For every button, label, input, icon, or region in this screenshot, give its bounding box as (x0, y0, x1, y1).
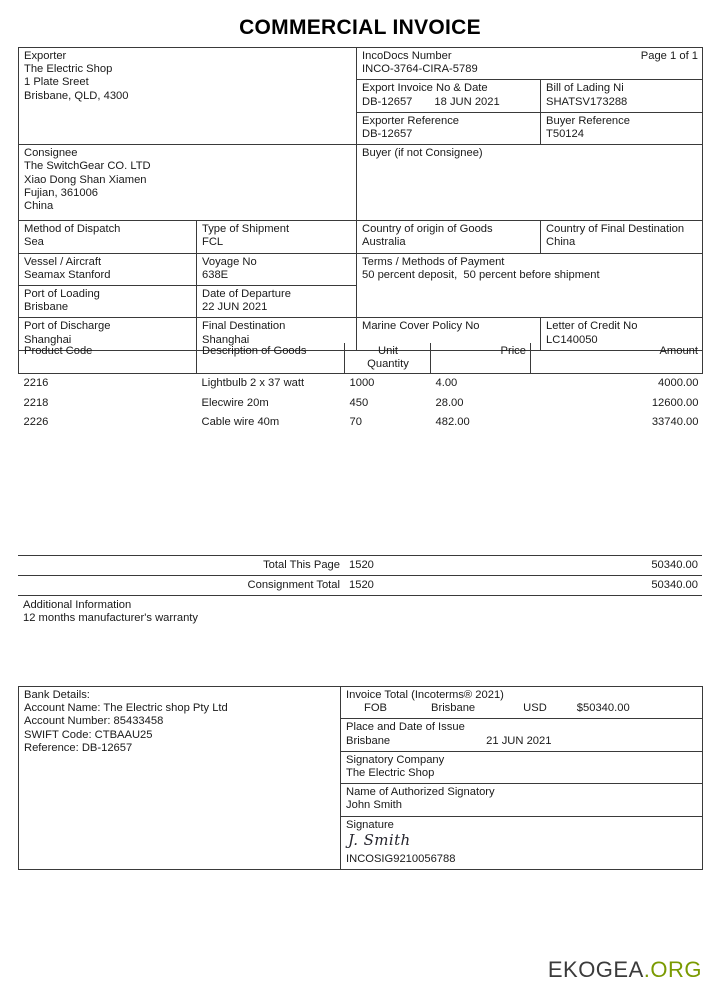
cell-description: Lightbulb 2 x 37 watt (201, 377, 305, 390)
type-of-shipment-label: Type of Shipment (202, 223, 290, 236)
method-of-dispatch-cell (19, 221, 197, 253)
type-of-shipment-cell (197, 221, 357, 253)
country-of-origin-label: Country of origin of Goods (362, 223, 493, 236)
date-of-departure-label: Date of Departure (202, 288, 291, 301)
exporter-reference-value: DB-12657 (362, 128, 413, 141)
cell-amount: 33740.00 (651, 415, 699, 428)
cell-unit-quantity: 450 (349, 396, 369, 409)
bank-account-name: Account Name: The Electric shop Pty Ltd (24, 702, 228, 715)
bank-details-label: Bank Details: (24, 689, 90, 701)
consignee-line-2: Xiao Dong Shan Xiamen (24, 173, 147, 186)
signatory-company-cell (341, 751, 703, 783)
invoice-total-currency: USD (523, 702, 547, 715)
voyage-no-value: 638E (202, 268, 229, 281)
cell-product-code: 2218 (23, 396, 49, 409)
column-header-product-code: Product Code (19, 343, 197, 374)
signature-cell (341, 816, 703, 870)
exporter-line-1: The Electric Shop (24, 63, 113, 76)
column-header-amount: Amount (531, 343, 703, 374)
bank-account-number: Account Number: 85433458 (24, 715, 164, 728)
cell-unit-quantity: 1000 (349, 377, 375, 390)
ekogea-logo (548, 957, 702, 983)
buyer-reference-value: T50124 (546, 128, 584, 141)
table-row (19, 687, 703, 719)
export-invoice-label: Export Invoice No & Date (362, 82, 488, 95)
type-of-shipment-value: FCL (202, 236, 224, 249)
cell-description: Elecwire 20m (201, 396, 269, 409)
buyer-reference-label: Buyer Reference (546, 114, 630, 127)
date-of-departure-value: 22 JUN 2021 (202, 301, 268, 314)
letter-of-credit-value: LC140050 (546, 333, 598, 346)
port-of-loading-value: Brisbane (24, 301, 69, 314)
page-indicator: Page 1 of 1 (640, 50, 699, 62)
vessel-aircraft-cell (19, 253, 197, 285)
footer-table (18, 686, 703, 870)
additional-information-table (18, 597, 702, 628)
invoice-total-amount: $50340.00 (576, 702, 630, 715)
authorized-signatory-label: Name of Authorized Signatory (346, 786, 495, 799)
bank-reference: Reference: DB-12657 (24, 741, 133, 754)
terms-of-payment-cell (357, 253, 703, 318)
consignment-total-quantity: 1520 (344, 576, 430, 596)
terms-of-payment-label: Terms / Methods of Payment (362, 255, 505, 268)
incodocs-number-label: IncoDocs Number (362, 50, 452, 62)
signatory-company-label: Signatory Company (346, 753, 445, 766)
invoice-total-values (346, 702, 698, 715)
logo-primary-text: EKOGEA (547, 957, 644, 982)
exporter-line-3: Brisbane, QLD, 4300 (24, 89, 129, 102)
table-row (19, 374, 703, 394)
bill-of-lading-value: SHATSV173288 (546, 95, 628, 108)
signature-label: Signature (346, 818, 394, 831)
country-of-final-destination-label: Country of Final Destination (546, 223, 685, 236)
table-row (19, 394, 703, 413)
place-and-date-of-issue-value: Brisbane 21 JUN 2021 (346, 734, 552, 747)
exporter-reference-cell (357, 112, 541, 144)
items-header-row (19, 343, 703, 374)
total-this-page-row (18, 556, 702, 576)
voyage-no-cell (197, 253, 357, 285)
cell-description: Cable wire 40m (201, 415, 280, 428)
bank-swift-code: SWIFT Code: CTBAAU25 (24, 728, 153, 741)
table-row (19, 48, 703, 80)
header-details-table (18, 47, 703, 351)
cell-amount: 12600.00 (651, 396, 699, 409)
cell-product-code: 2226 (23, 415, 49, 428)
port-of-discharge-label: Port of Discharge (24, 320, 111, 333)
column-header-unit-quantity: Unit Quantity (345, 343, 431, 374)
country-of-origin-value: Australia (362, 236, 406, 249)
date-of-departure-cell (197, 286, 357, 318)
method-of-dispatch-label: Method of Dispatch (24, 223, 121, 236)
final-destination-label: Final Destination (202, 320, 286, 333)
country-of-origin-cell (357, 221, 541, 253)
exporter-cell (19, 48, 357, 145)
signatory-company-value: The Electric Shop (346, 767, 435, 780)
marine-cover-policy-label: Marine Cover Policy No (362, 320, 480, 333)
total-this-page-label: Total This Page (196, 556, 344, 576)
invoice-total-place: Brisbane (431, 702, 476, 715)
items-empty-space (19, 432, 703, 544)
invoice-total-incoterm: FOB (364, 702, 387, 715)
place-and-date-of-issue-label: Place and Date of Issue (346, 721, 465, 734)
buyer-label: Buyer (if not Consignee) (362, 147, 483, 160)
method-of-dispatch-value: Sea (24, 236, 44, 249)
terms-of-payment-value: 50 percent deposit, 50 percent before shipment (362, 268, 600, 281)
bill-of-lading-cell (541, 80, 703, 112)
port-of-discharge-value: Shanghai (24, 333, 72, 346)
voyage-no-label: Voyage No (202, 255, 257, 268)
consignment-total-row (18, 576, 702, 596)
table-row (19, 413, 703, 432)
buyer-cell (357, 145, 703, 221)
export-invoice-value: DB-12657 18 JUN 2021 (362, 95, 500, 108)
page-title: COMMERCIAL INVOICE (239, 16, 481, 39)
column-header-description: Description of Goods (197, 343, 345, 374)
consignee-line-4: China (24, 200, 54, 213)
column-header-price: Price (431, 343, 531, 374)
vessel-aircraft-value: Seamax Stanford (24, 268, 111, 281)
bill-of-lading-label: Bill of Lading Ni (546, 82, 624, 95)
consignee-label: Consignee (24, 147, 78, 160)
table-row (19, 253, 703, 285)
cell-unit-quantity: 70 (349, 415, 362, 428)
place-and-date-of-issue-cell (341, 719, 703, 751)
incodocs-number-cell (357, 48, 703, 80)
total-this-page-amount: 50340.00 (530, 556, 702, 576)
country-of-final-destination-value: China (546, 236, 576, 249)
table-row (19, 221, 703, 253)
totals-table (18, 555, 702, 596)
export-invoice-cell (357, 80, 541, 112)
invoice-total-label: Invoice Total (Incoterms® 2021) (346, 689, 504, 701)
consignment-total-amount: 50340.00 (530, 576, 702, 596)
additional-information-label: Additional Information (23, 599, 132, 611)
table-row (18, 597, 702, 628)
consignee-line-1: The SwitchGear CO. LTD (24, 160, 151, 173)
exporter-line-2: 1 Plate Sreet (24, 76, 89, 89)
bank-details-cell (19, 687, 341, 870)
consignee-line-3: Fujian, 361006 (24, 186, 99, 199)
line-items-table (18, 343, 703, 544)
invoice-total-cell (341, 687, 703, 719)
logo-accent-text: .ORG (643, 957, 702, 982)
signature-mark: J. Smith (348, 830, 411, 849)
authorized-signatory-cell (341, 784, 703, 816)
consignee-cell (19, 145, 357, 221)
table-row (19, 145, 703, 221)
cell-price: 482.00 (435, 415, 470, 428)
buyer-reference-cell (541, 112, 703, 144)
consignment-total-label: Consignment Total (196, 576, 344, 596)
vessel-aircraft-label: Vessel / Aircraft (24, 255, 102, 268)
cell-product-code: 2216 (23, 377, 49, 390)
port-of-loading-label: Port of Loading (24, 288, 100, 301)
final-destination-value: Shanghai (202, 333, 250, 346)
exporter-reference-label: Exporter Reference (362, 114, 460, 127)
incodocs-number-value: INCO-3764-CIRA-5789 (362, 63, 478, 76)
exporter-label: Exporter (24, 50, 67, 62)
signature-code: INCOSIG9210056788 (346, 853, 456, 866)
cell-price: 28.00 (435, 396, 464, 409)
cell-price: 4.00 (435, 377, 458, 390)
port-of-loading-cell (19, 286, 197, 318)
letter-of-credit-label: Letter of Credit No (546, 320, 638, 333)
total-this-page-quantity: 1520 (344, 556, 430, 576)
authorized-signatory-value: John Smith (346, 799, 402, 812)
country-of-final-destination-cell (541, 221, 703, 253)
cell-amount: 4000.00 (658, 377, 699, 390)
additional-information-cell (18, 597, 702, 628)
additional-information-value: 12 months manufacturer's warranty (23, 612, 198, 625)
